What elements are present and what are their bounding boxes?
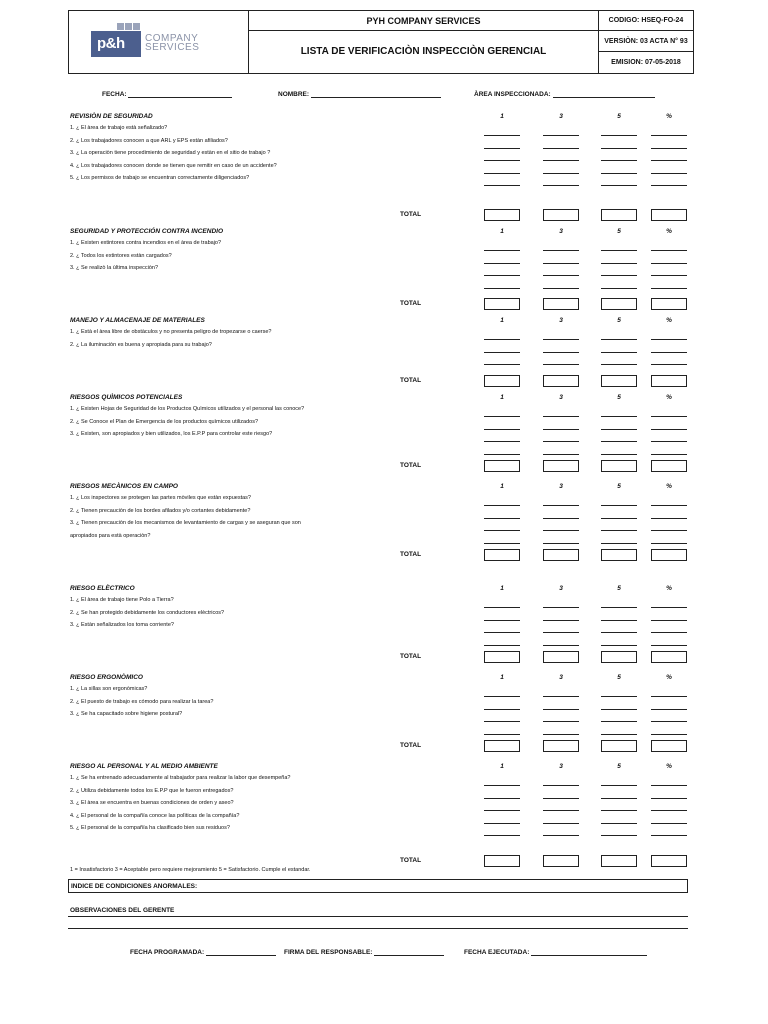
total-box[interactable] [484,740,520,752]
answer-line[interactable] [484,798,520,799]
answer-line[interactable] [543,810,579,811]
checklist-question: 1. ¿ La sillas son ergonòmicas? [70,686,148,692]
answer-line[interactable] [543,709,579,710]
total-box[interactable] [651,460,687,472]
checklist-question: 1. ¿ Se ha entrenado adecuadamente al trabajador para realizar la labor que desempeña? [70,775,291,781]
score-column-header: % [666,317,672,324]
checklist-section [70,317,690,391]
total-label: TOTAL [400,857,422,864]
score-column-header: % [666,674,672,681]
checklist-question: 1. ¿ Està el àrea libre de obstàculos y no presenta peligro de tropezarse o caerse? [70,329,272,335]
answer-line[interactable] [484,696,520,697]
section-title: SEGURIDAD Y PROTECCIÓN CONTRA INCENDIO [70,228,224,235]
answer-line[interactable] [543,185,579,186]
answer-line[interactable] [543,364,579,365]
answer-line[interactable] [484,721,520,722]
answer-line[interactable] [543,530,579,531]
answer-line[interactable] [601,530,637,531]
answer-line[interactable] [651,696,687,697]
answer-line[interactable] [484,620,520,621]
section-title: RIESGO AL PERSONAL Y AL MEDIO AMBIENTE [70,763,218,770]
total-box[interactable] [484,651,520,663]
total-box[interactable] [543,651,579,663]
answer-line[interactable] [484,709,520,710]
total-label: TOTAL [400,551,422,558]
answer-line[interactable] [651,518,687,519]
fecha-programada-label: FECHA PROGRAMADA: [130,949,205,956]
answer-line[interactable] [543,607,579,608]
answer-line[interactable] [601,696,637,697]
answer-line[interactable] [601,709,637,710]
answer-line[interactable] [484,352,520,353]
fecha-programada-line[interactable] [206,947,276,956]
answer-line[interactable] [543,441,579,442]
answer-line[interactable] [484,505,520,506]
score-column-header: 3 [559,394,563,401]
answer-line[interactable] [601,543,637,544]
score-column-header: % [666,228,672,235]
answer-line[interactable] [484,173,520,174]
total-box[interactable] [484,375,520,387]
total-label: TOTAL [400,211,422,218]
answer-line[interactable] [601,835,637,836]
answer-line[interactable] [543,734,579,735]
answer-line[interactable] [651,364,687,365]
checklist-section [70,228,690,314]
fecha-label: FECHA: [102,91,127,98]
score-column-header: 1 [500,585,504,592]
answer-line[interactable] [601,607,637,608]
answer-line[interactable] [651,275,687,276]
answer-line[interactable] [651,505,687,506]
total-box[interactable] [484,298,520,310]
checklist-question: 1. ¿ El àrea de trabajo tiene Polo a Tierra? [70,597,174,603]
checklist-question: 2. ¿ El puesto de trabajo es cómodo para realizar la tarea? [70,698,214,705]
fecha-line[interactable] [128,89,232,98]
answer-line[interactable] [484,250,520,251]
total-box[interactable] [651,549,687,561]
total-box[interactable] [601,298,637,310]
total-box[interactable] [543,209,579,221]
score-column-header: 5 [617,394,621,401]
fecha-programada-field [130,947,276,956]
total-box[interactable] [484,549,520,561]
answer-line[interactable] [651,352,687,353]
observaciones-title: OBSERVACIONES DEL GERENTE [70,907,175,914]
logo-square [133,23,140,30]
score-column-header: 1 [500,317,504,324]
answer-line[interactable] [651,339,687,340]
total-box[interactable] [601,740,637,752]
score-column-header: 1 [500,483,504,490]
answer-line[interactable] [601,263,637,264]
answer-line[interactable] [543,798,579,799]
answer-line[interactable] [601,429,637,430]
answer-line[interactable] [543,250,579,251]
answer-line[interactable] [601,785,637,786]
answer-line[interactable] [601,632,637,633]
score-column-header: 5 [617,483,621,490]
score-column-header: 3 [559,674,563,681]
score-column-header: 3 [559,317,563,324]
checklist-question: 2. ¿ La iluminaciòn es buena y apropiada para su trabajo? [70,341,212,348]
answer-line[interactable] [651,429,687,430]
answer-line[interactable] [601,810,637,811]
answer-line[interactable] [484,530,520,531]
answer-line[interactable] [601,734,637,735]
checklist-question: 5. ¿ El personal de la compañía ha clasificado bien sus residuos? [70,825,230,832]
total-box[interactable] [484,209,520,221]
checklist-section [70,585,690,667]
answer-line[interactable] [651,288,687,289]
answer-line[interactable] [484,823,520,824]
answer-line[interactable] [651,441,687,442]
answer-line[interactable] [543,173,579,174]
answer-line[interactable] [651,263,687,264]
answer-line[interactable] [543,352,579,353]
firma-label: FIRMA DEL RESPONSABLE: [284,949,373,956]
checklist-question: 4. ¿ El personal de la compañía conoce las polìticas de la compañía? [70,812,240,819]
indice-condiciones: INDICE DE CONDICIONES ANORMALES: [68,879,688,893]
total-box[interactable] [543,375,579,387]
score-column-header: % [666,394,672,401]
fecha-ejecutada-label: FECHA EJECUTADA: [464,949,530,956]
document-header [68,10,694,74]
score-column-header: 1 [500,113,504,120]
nombre-line[interactable] [311,89,441,98]
answer-line[interactable] [484,275,520,276]
answer-line[interactable] [484,454,520,455]
answer-line[interactable] [651,185,687,186]
answer-line[interactable] [601,160,637,161]
checklist-section [70,394,690,476]
answer-line[interactable] [484,734,520,735]
total-box[interactable] [601,460,637,472]
answer-line[interactable] [651,823,687,824]
answer-line[interactable] [651,416,687,417]
total-box[interactable] [484,460,520,472]
total-label: TOTAL [400,300,422,307]
answer-line[interactable] [601,288,637,289]
score-column-header: 5 [617,763,621,770]
answer-line[interactable] [543,823,579,824]
answer-line[interactable] [543,645,579,646]
answer-line[interactable] [543,288,579,289]
total-label: TOTAL [400,742,422,749]
checklist-question: 3. ¿ Se ha capacitado sobre higiene postural? [70,711,183,718]
answer-line[interactable] [601,275,637,276]
answer-line[interactable] [601,364,637,365]
total-box[interactable] [543,298,579,310]
checklist-question: 2. ¿ Utiliza debidamente todos los E.P.P que le fueron entregados? [70,787,234,794]
total-box[interactable] [601,651,637,663]
fecha-ejecutada-field [464,947,647,956]
score-column-header: 3 [559,763,563,770]
checklist-question: 1. ¿ Existen Hojas de Seguridad de los Productos Quìmicos utilizados y el personal las conoce? [70,406,305,412]
score-column-header: 5 [617,317,621,324]
answer-line[interactable] [484,607,520,608]
checklist-question: 1. ¿ Los inspectores se protegen las partes mòviles que estàn expuestas? [70,495,251,501]
checklist-section [70,113,690,225]
score-column-header: 5 [617,674,621,681]
score-column-header: 1 [500,674,504,681]
answer-line[interactable] [601,518,637,519]
answer-line[interactable] [601,135,637,136]
answer-line[interactable] [543,339,579,340]
answer-line[interactable] [651,173,687,174]
answer-line[interactable] [543,518,579,519]
answer-line[interactable] [543,505,579,506]
total-box[interactable] [543,549,579,561]
answer-line[interactable] [484,543,520,544]
answer-line[interactable] [484,288,520,289]
answer-line[interactable] [651,734,687,735]
answer-line[interactable] [543,696,579,697]
answer-line[interactable] [484,263,520,264]
answer-line[interactable] [651,709,687,710]
checklist-section [70,483,690,565]
answer-line[interactable] [651,798,687,799]
nombre-field [278,89,441,98]
checklist-question: 1. ¿ El àrea de trabajo està señalizado? [70,125,168,131]
answer-line[interactable] [484,160,520,161]
firma-field [284,947,444,956]
logo-box [91,31,141,57]
answer-line[interactable] [543,835,579,836]
answer-line[interactable] [601,620,637,621]
score-column-header: % [666,113,672,120]
answer-line[interactable] [543,721,579,722]
section-title: RIESGOS QUÌMICOS POTENCIALES [70,394,183,401]
answer-line[interactable] [543,620,579,621]
score-column-header: 3 [559,228,563,235]
total-label: TOTAL [400,653,422,660]
checklist-question: 3. ¿ Existen, son apropiados y bien utilizados, los E.P.P para controlar este riesgo? [70,431,273,438]
checklist-question: 3. ¿ Estàn señalizados los toma corriente? [70,622,174,629]
answer-line[interactable] [543,785,579,786]
document-title: LISTA DE VERIFICACIÒN INSPECCIÒN GERENCIAL [249,31,599,73]
checklist-question: 3. ¿ El àrea se encuentra en buenas condiciones de orden y aseo? [70,800,234,807]
checklist-question: 2. ¿ Todos los extintores estàn cargados? [70,252,172,259]
answer-line[interactable] [543,160,579,161]
answer-line[interactable] [601,645,637,646]
score-column-header: 3 [559,113,563,120]
score-legend: 1 = Insatisfactorio 3 = Aceptable pero requiere mejoramiento 5 = Satisfactorio. Cumple el estandar. [70,867,311,873]
checklist-question: 2. ¿ Tienen precauciòn de los bordes afilados y/o cortantes debidamente? [70,507,251,514]
checklist-question: 3. ¿ Se realizò la ùltima inspecciòn? [70,265,159,272]
answer-line[interactable] [484,429,520,430]
logo-line1: COMPANY [145,33,199,44]
answer-line[interactable] [601,339,637,340]
section-title: REVISIÒN DE SEGURIDAD [70,113,153,120]
area-field [474,89,655,98]
score-column-header: 3 [559,483,563,490]
answer-line[interactable] [601,148,637,149]
answer-line[interactable] [601,454,637,455]
answer-line[interactable] [601,721,637,722]
total-box[interactable] [651,740,687,752]
company-logo [91,25,231,59]
score-column-header: 1 [500,394,504,401]
total-label: TOTAL [400,377,422,384]
answer-line[interactable] [484,185,520,186]
observaciones-line[interactable] [68,928,688,929]
answer-line[interactable] [543,148,579,149]
total-box[interactable] [543,460,579,472]
company-name: PYH COMPANY SERVICES [249,11,599,31]
answer-line[interactable] [651,530,687,531]
answer-line[interactable] [484,518,520,519]
score-column-header: 5 [617,585,621,592]
checklist-question: 2. ¿ Se Conoce el Plan de Emergencia de los productos quìmicos utilizados? [70,418,259,425]
checklist-section [70,763,690,871]
answer-line[interactable] [484,632,520,633]
answer-line[interactable] [601,250,637,251]
total-box[interactable] [651,298,687,310]
checklist-section [70,674,690,756]
answer-line[interactable] [543,275,579,276]
nombre-label: NOMBRE: [278,91,310,98]
area-label: ÀREA INSPECCIONADA: [474,91,551,98]
answer-line[interactable] [484,785,520,786]
score-column-header: % [666,763,672,770]
answer-line[interactable] [651,645,687,646]
answer-line[interactable] [543,543,579,544]
answer-line[interactable] [651,810,687,811]
score-column-header: 5 [617,228,621,235]
answer-line[interactable] [484,135,520,136]
section-title: RIESGO ERGONÒMICO [70,674,143,681]
answer-line[interactable] [543,416,579,417]
observaciones-line[interactable] [68,916,688,917]
answer-line[interactable] [543,632,579,633]
answer-line[interactable] [651,620,687,621]
answer-line[interactable] [651,160,687,161]
answer-line[interactable] [651,543,687,544]
fecha-field [102,89,232,98]
answer-line[interactable] [543,135,579,136]
fecha-ejecutada-line[interactable] [531,947,647,956]
total-box[interactable] [601,855,637,867]
logo-cell [69,11,249,73]
logo-text [145,34,199,52]
answer-line[interactable] [601,416,637,417]
answer-line[interactable] [601,441,637,442]
checklist-question: 3. ¿ La operaciòn tiene procedimiento de seguridad y estàn en el sitio de trabajo ? [70,150,271,157]
answer-line[interactable] [484,441,520,442]
answer-line[interactable] [601,173,637,174]
answer-line[interactable] [651,250,687,251]
total-label: TOTAL [400,462,422,469]
answer-line[interactable] [601,798,637,799]
total-box[interactable] [601,209,637,221]
checklist-question: 2. ¿ Los trabajadores conocen a que ARL y EPS estàn afiliados? [70,137,228,144]
answer-line[interactable] [601,823,637,824]
total-box[interactable] [543,740,579,752]
score-column-header: 3 [559,585,563,592]
section-title: MANEJO Y ALMACENAJE DE MATERIALES [70,317,205,324]
total-box[interactable] [651,651,687,663]
answer-line[interactable] [651,135,687,136]
firma-line[interactable] [374,947,444,956]
answer-line[interactable] [651,835,687,836]
area-line[interactable] [553,89,655,98]
score-column-header: 1 [500,228,504,235]
total-box[interactable] [601,549,637,561]
score-column-header: % [666,585,672,592]
score-column-header: 1 [500,763,504,770]
document-emission: EMISION: 07-05-2018 [611,59,681,66]
answer-line[interactable] [651,785,687,786]
document-code: CODIGO: HSEQ-FO-24 [599,11,693,31]
logo-mark: p&h [97,35,125,52]
checklist-question: 1. ¿ Existen extintores contra incendios en el àrea de trabajo? [70,240,222,246]
answer-line[interactable] [601,505,637,506]
answer-line[interactable] [651,632,687,633]
answer-line[interactable] [543,454,579,455]
score-column-header: % [666,483,672,490]
logo-square [117,23,124,30]
logo-line2: SERVICES [145,42,200,53]
document-version: VERSIÒN: 03 ACTA N° 93 [599,31,693,52]
answer-line[interactable] [651,721,687,722]
answer-line[interactable] [651,148,687,149]
answer-line[interactable] [484,416,520,417]
answer-line[interactable] [543,429,579,430]
answer-line[interactable] [484,835,520,836]
checklist-question: 5. ¿ Los permisos de trabajo se encuentran correctamente diligenciados? [70,175,250,182]
answer-line[interactable] [601,352,637,353]
answer-line[interactable] [601,185,637,186]
answer-line[interactable] [651,607,687,608]
score-column-header: 5 [617,113,621,120]
total-box[interactable] [543,855,579,867]
answer-line[interactable] [543,263,579,264]
total-box[interactable] [651,375,687,387]
answer-line[interactable] [651,454,687,455]
total-box[interactable] [651,209,687,221]
answer-line[interactable] [484,364,520,365]
answer-line[interactable] [484,148,520,149]
section-title: RIESGOS MECÀNICOS EN CAMPO [70,483,178,490]
total-box[interactable] [651,855,687,867]
section-title: RIESGO ELÈCTRICO [70,585,135,592]
total-box[interactable] [601,375,637,387]
logo-square [125,23,132,30]
checklist-question: apropiados para està operaciòn? [70,532,151,539]
checklist-question: 3. ¿ Tienen precauciòn de los mecanismos de levantamiento de cargas y se aseguran que son [70,520,301,527]
answer-line[interactable] [484,645,520,646]
answer-line[interactable] [484,339,520,340]
total-box[interactable] [484,855,520,867]
answer-line[interactable] [484,810,520,811]
checklist-question: 4. ¿ Los trabajadores conocen donde se tienen que remitir en caso de un accidente? [70,162,277,169]
checklist-question: 2. ¿ Se han protegido debidamente los conductores elèctricos? [70,609,225,616]
